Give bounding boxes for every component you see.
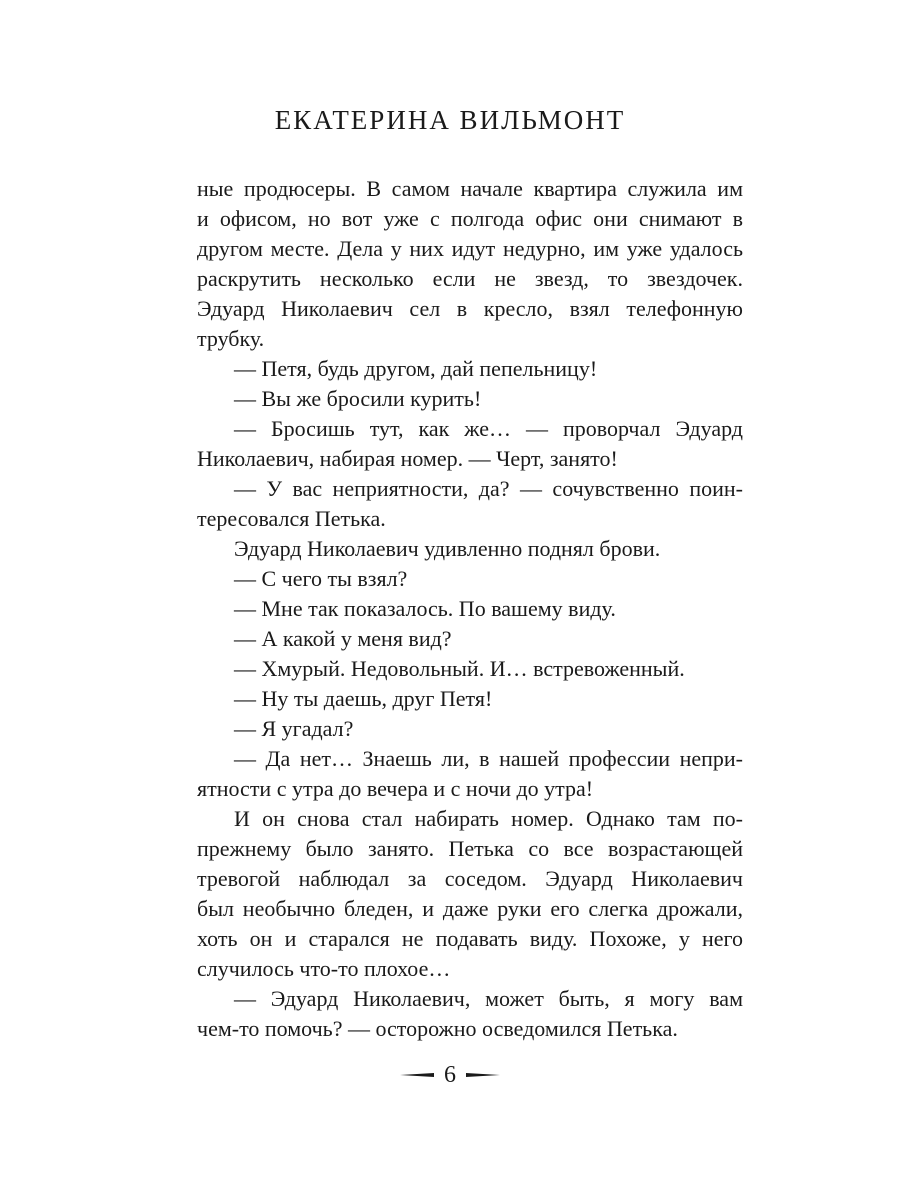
text-line: чем-то помочь? — осторожно осведомился Петька.	[197, 1016, 678, 1041]
text-line: прежнему было занято. Петька со все возрастающей	[197, 836, 743, 861]
text-line: — Мне так показалось. По вашему виду.	[234, 596, 616, 621]
text-line: трубку.	[197, 326, 265, 351]
page-folio	[0, 1060, 900, 1090]
text-line: Эдуард Николаевич сел в кресло, взял телефонную	[197, 296, 743, 321]
text-line: — Эдуард Николаевич, может быть, я могу вам	[234, 986, 743, 1011]
text-line: хоть он и старался не подавать виду. Похоже, у него	[197, 926, 743, 951]
text-line: ятности с утра до вечера и с ночи до утра!	[197, 776, 594, 801]
text-line: тревогой наблюдал за соседом. Эдуард Николаевич	[197, 866, 743, 891]
body-text	[197, 174, 743, 1044]
folio-dash-left	[400, 1073, 434, 1077]
text-line: случилось что-то плохое…	[197, 956, 451, 981]
text-line: И он снова стал набирать номер. Однако там по-	[234, 806, 743, 831]
text-line: был необычно бледен, и даже руки его слегка дрожали,	[197, 896, 743, 921]
text-line: — Я угадал?	[234, 716, 354, 741]
text-line: Эдуард Николаевич удивленно поднял брови.	[234, 536, 661, 561]
folio-dash-right	[466, 1073, 500, 1077]
text-line: — Ну ты даешь, друг Петя!	[234, 686, 493, 711]
text-line: тересовался Петька.	[197, 506, 386, 531]
text-line: и офисом, но вот уже с полгода офис они снимают в	[197, 206, 743, 231]
text-line: — Вы же бросили курить!	[234, 386, 482, 411]
text-line: — А какой у меня вид?	[234, 626, 452, 651]
text-line: раскрутить несколько если не звезд, то звездочек.	[197, 266, 743, 291]
text-line: — Бросишь тут, как же… — проворчал Эдуард	[234, 416, 743, 441]
text-line: — Да нет… Знаешь ли, в нашей профессии непри-	[234, 746, 743, 771]
text-line: — С чего ты взял?	[234, 566, 408, 591]
page-number: 6	[444, 1062, 456, 1088]
text-line: — Хмурый. Недовольный. И… встревоженный.	[234, 656, 685, 681]
text-line: ные продюсеры. В самом начале квартира служила им	[197, 176, 743, 201]
text-line: — Петя, будь другом, дай пепельницу!	[234, 356, 598, 381]
text-line: другом месте. Дела у них идут недурно, им уже удалось	[197, 236, 743, 261]
text-line: Николаевич, набирая номер. — Черт, занято!	[197, 446, 618, 471]
running-header: ЕКАТЕРИНА ВИЛЬМОНТ	[274, 105, 626, 135]
text-line: — У вас неприятности, да? — сочувственно поин-	[234, 476, 743, 501]
